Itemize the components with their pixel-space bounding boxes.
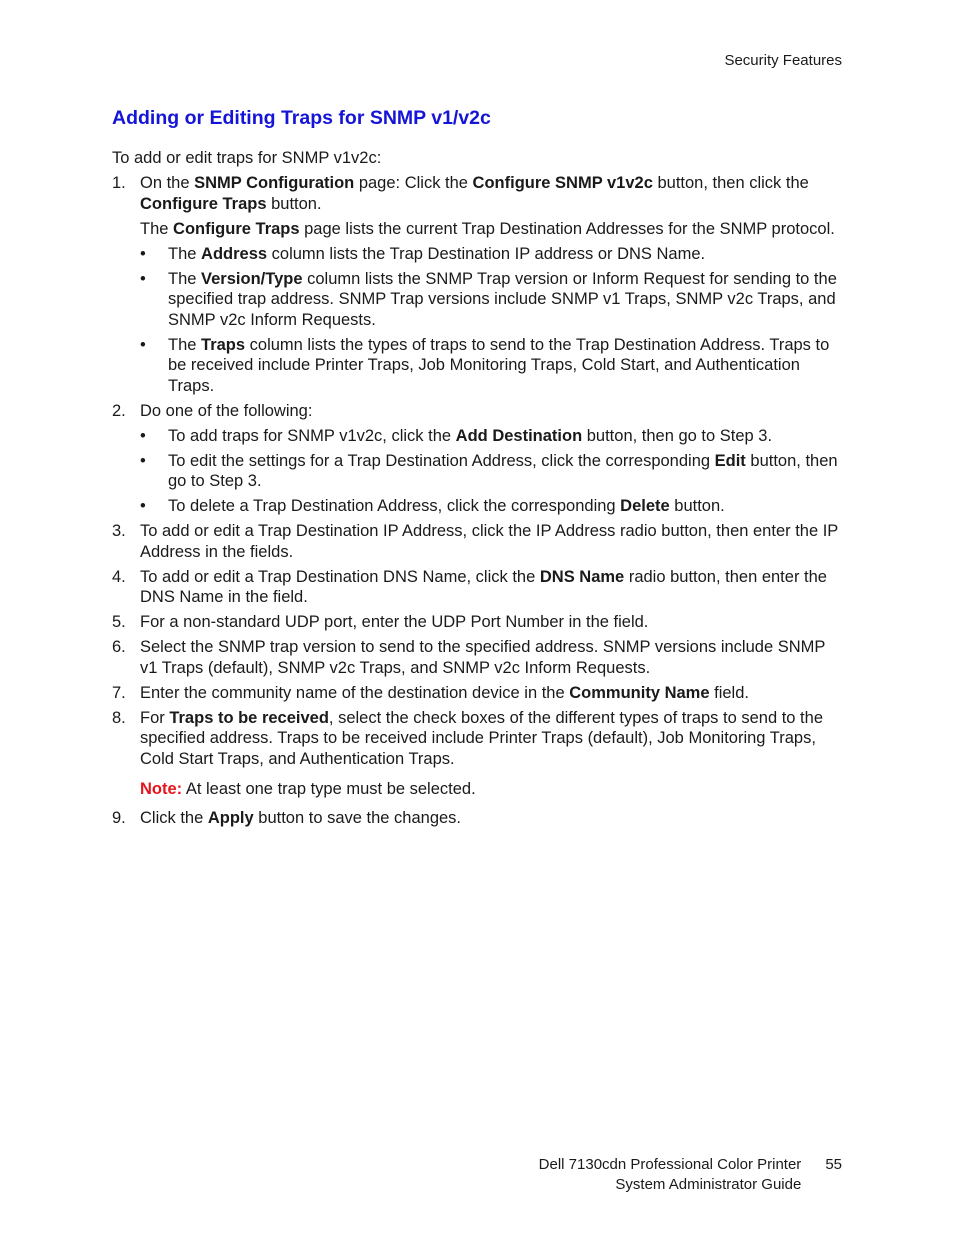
step-7 [112, 683, 842, 704]
footer-guide: System Administrator Guide [615, 1176, 802, 1193]
step-6 [112, 637, 842, 678]
bullet-list [140, 426, 842, 517]
bullet-item: • To delete a Trap Destination Address, click the corresponding Delete button. [140, 497, 725, 515]
step-number: 3. [112, 522, 126, 540]
step-2 [112, 401, 842, 517]
step-text: For Traps to be received, select the check boxes of the different types of traps to send to the specified address. Traps to be received include Printer Traps (default), Job Monitoring Traps, Cold Start Traps, and Authentication Traps. [140, 708, 823, 768]
bullet-item: • The Version/Type column lists the SNMP Trap version or Inform Request for sending to the specified trap address. SNMP Trap versions include SNMP v1 Traps, SNMP v2c Traps, and SNMP v2c Inform Requests. [140, 269, 837, 329]
step-9 [112, 808, 842, 829]
step-number: 7. [112, 683, 126, 702]
page-footer [539, 1155, 842, 1195]
step-number: 2. [112, 401, 126, 420]
step-text: To add or edit a Trap Destination IP Address, click the IP Address radio button, then enter the IP Address in the fields. [140, 522, 839, 561]
bullet-glyph: • [140, 426, 146, 445]
step-text: For a non-standard UDP port, enter the UDP Port Number in the field. [140, 613, 649, 631]
step-number: 9. [112, 808, 126, 827]
bullet-item: • To add traps for SNMP v1v2c, click the Add Destination button, then go to Step 3. [140, 426, 773, 445]
step-sub-paragraph: The Configure Traps page lists the current Trap Destination Addresses for the SNMP protocol. [140, 219, 835, 238]
step-5 [112, 612, 842, 633]
note-text: At least one trap type must be selected. [182, 779, 476, 798]
document-body [112, 148, 842, 833]
step-text: Do one of the following: [140, 401, 313, 420]
bullet-list [140, 244, 842, 397]
running-header: Security Features [724, 52, 842, 69]
step-number: 6. [112, 638, 126, 656]
bullet-item: • The Address column lists the Trap Destination IP address or DNS Name. [140, 244, 706, 263]
section-heading: Adding or Editing Traps for SNMP v1/v2c [112, 107, 491, 129]
bullet-glyph: • [140, 335, 146, 354]
step-text: Enter the community name of the destination device in the Community Name field. [140, 683, 749, 702]
bullet-glyph: • [140, 244, 146, 263]
intro-text: To add or edit traps for SNMP v1v2c: [112, 149, 382, 167]
step-4 [112, 567, 842, 608]
step-text: Click the Apply button to save the changes. [140, 808, 462, 827]
footer-title [539, 1155, 802, 1195]
step-8 [112, 708, 842, 800]
note [140, 779, 842, 800]
bullet-glyph: • [140, 451, 146, 470]
step-number: 1. [112, 174, 126, 192]
step-number: 8. [112, 708, 126, 727]
bullet-glyph: • [140, 497, 146, 515]
step-number: 5. [112, 613, 126, 631]
step-number: 4. [112, 567, 126, 586]
footer-product: Dell 7130cdn Professional Color Printer [538, 1156, 802, 1173]
bullet-item: • To edit the settings for a Trap Destination Address, click the corresponding Edit button, then go to Step 3. [140, 451, 838, 490]
step-1 [112, 173, 842, 396]
note-label: Note: [140, 779, 183, 798]
procedure-steps [112, 173, 842, 828]
page-number: 55 [825, 1156, 842, 1173]
step-text: To add or edit a Trap Destination DNS Name, click the DNS Name radio button, then enter the DNS Name in the field. [140, 567, 827, 606]
bullet-item: • The Traps column lists the types of traps to send to the Trap Destination Address. Traps to be received include Printer Traps, Job Monitoring Traps, Cold Start, and Authentication Traps. [140, 335, 830, 395]
step-3 [112, 521, 842, 562]
step-text: On the SNMP Configuration page: Click the Configure SNMP v1v2c button, then click the Configure Traps button. [140, 174, 809, 213]
step-text: Select the SNMP trap version to send to the specified address. SNMP versions include SNMP v1 Traps (default), SNMP v2c Traps, and SNMP v2c Inform Requests. [140, 638, 826, 677]
bullet-glyph: • [140, 269, 146, 288]
